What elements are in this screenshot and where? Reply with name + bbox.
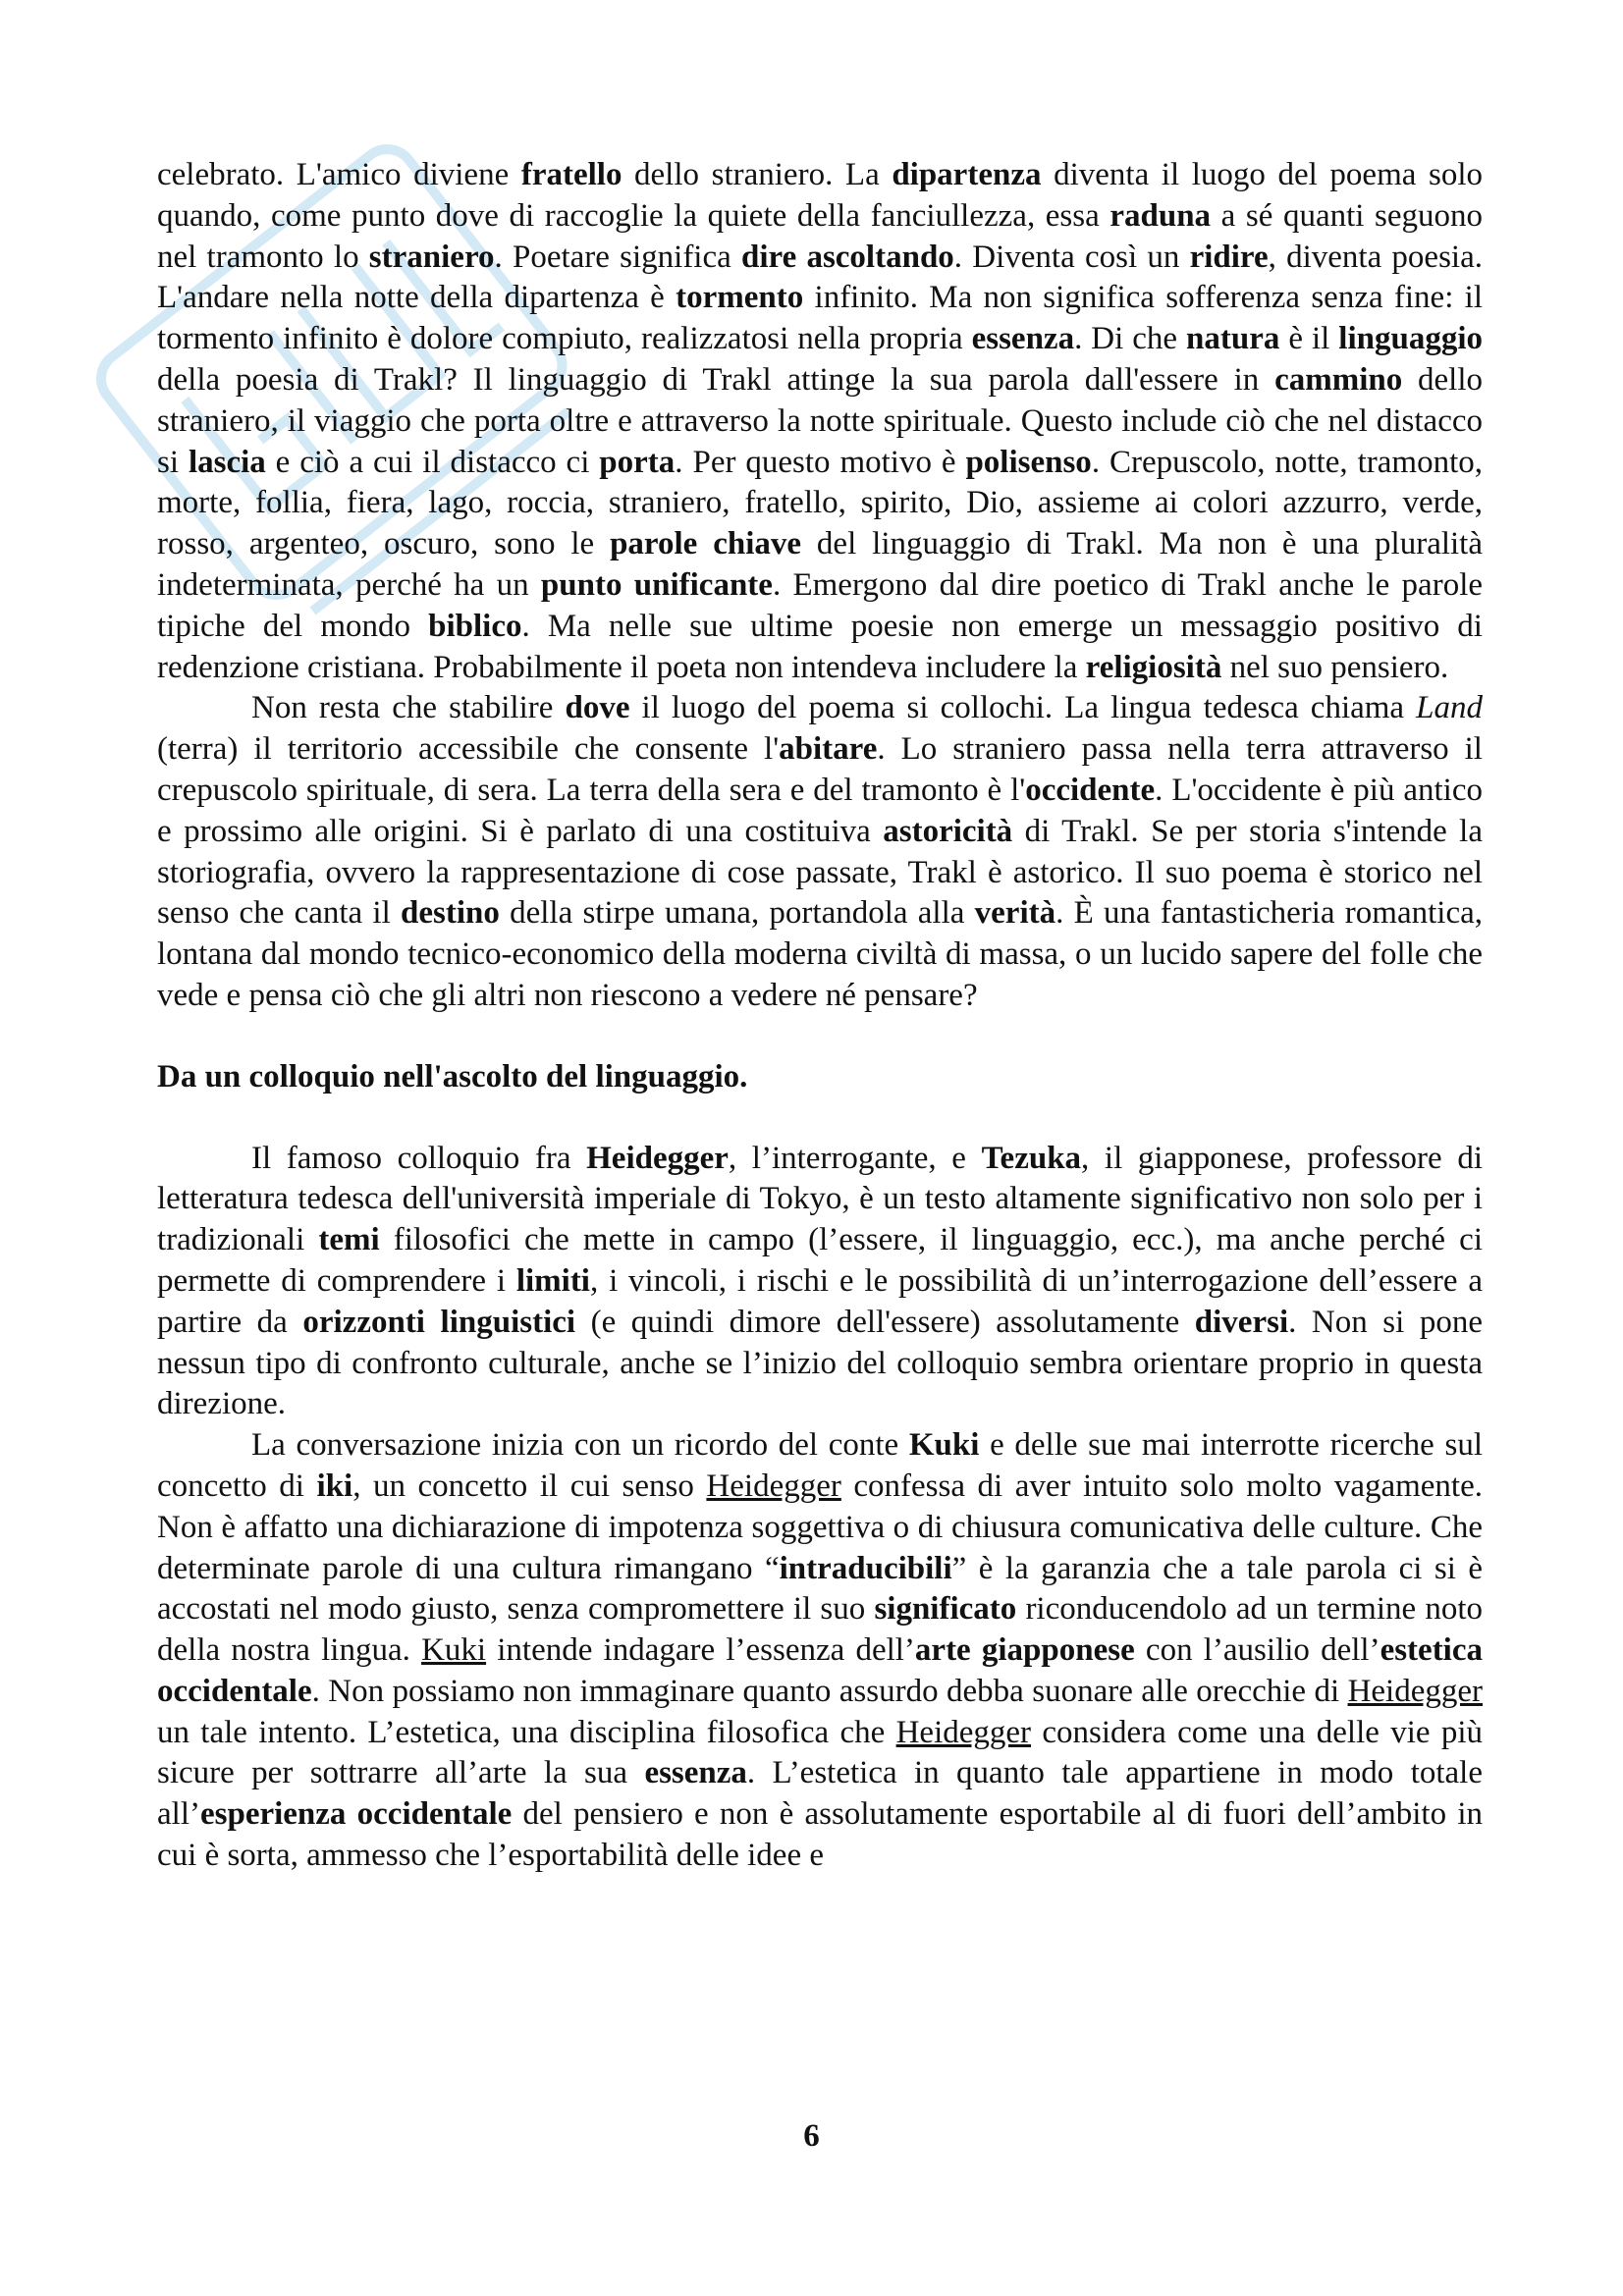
bold-term: limiti [515,1262,590,1299]
bold-term: polisenso [965,444,1092,480]
underlined-name: Heidegger [895,1714,1032,1750]
text-run: di Trakl. Se per storia s'intende la storiografia, ovvero la rappresentazione di cose passate, Trakl è astorico. Il suo poema è storico nel senso che canta il [157,813,1483,932]
text-run: . Crepuscolo, notte, tramonto, morte, follia, fiera, lago, roccia, straniero, fratello, spirito, Dio, assieme ai colori azzurro, verde, rosso, argenteo, oscuro, sono le [157,444,1483,562]
bold-term: porta [599,444,676,480]
text-run: . Diventa così un [953,239,1190,275]
text-run: . Lo straniero passa nella terra attraverso il crepuscolo spirituale, di sera. La terra della sera e del tramonto è l' [157,731,1483,808]
text-run: della poesia di Trakl? Il linguaggio di Trakl attinge la sua parola dall'essere in [157,361,1275,398]
text-run: . Per questo motivo è [675,444,966,480]
bold-term: significato [874,1591,1017,1628]
page-number: 6 [803,2118,820,2154]
paragraph [157,1425,1483,1877]
bold-term: estetica occidentale [157,1632,1483,1709]
bold-term: straniero [368,239,495,275]
text-run: . Non possiamo non immaginare quanto assurdo debba suonare alle orecchie di [311,1673,1348,1709]
bold-term: Heidegger [586,1140,729,1176]
bold-term: diversi [1194,1304,1289,1340]
text-run: del pensiero e non è assolutamente esportabile al di fuori dell’ambito in cui è sorta, ammesso che l’esportabilità delle idee e [157,1796,1483,1874]
text-run: dello straniero. La [622,157,893,192]
text-run: a sé quanti seguono nel tramonto lo [157,197,1483,275]
bold-term: iki [316,1468,353,1504]
text-run: della stirpe umana, portandola alla [499,895,975,932]
bold-term: verità [974,895,1056,932]
bold-term: dipartenza [892,157,1042,192]
text-block-after [157,1139,1483,1877]
text-run: . È una fantasticheria romantica, lontana dal mondo tecnico-economico della moderna civiltà di massa, o un lucido sapere del folle che vede e pensa ciò che gli altri non riescono a vedere né pensare? [157,895,1483,1013]
text-run: considera come una delle vie più sicure per sottrarre all’arte la sua [157,1714,1483,1791]
text-run: dello straniero, il viaggio che porta oltre e attraverso la notte spirituale. Questo include ciò che nel distacco si [157,361,1483,480]
text-run: ” è la garanzia che a tale parola ci si è accostati nel modo giusto, senza compromettere il suo [157,1550,1483,1628]
bold-term: ridire [1189,239,1269,275]
bold-term: essenza [644,1755,747,1791]
bold-term: cammino [1274,361,1403,398]
text-run: infinito. Ma non significa sofferenza senza fine: il tormento infinito è dolore compiuto, realizzatosi nella propria [157,280,1484,357]
text-run: e delle sue mai interrotte ricerche sul concetto di [157,1427,1483,1504]
text-run: La conversazione inizia con un ricordo del conte [251,1427,909,1464]
bold-term: fratello [520,157,622,192]
text-run: intende indagare l’essenza dell’ [486,1632,915,1669]
text-run: . L'occidente è più antico e prossimo alle origini. Si è parlato di una costituiva [157,772,1483,849]
text-block-before [157,155,1483,1017]
underlined-name: Kuki [421,1632,487,1669]
text-run: celebrato. L'amico diviene [157,157,521,192]
bold-term: astoricità [883,813,1013,849]
text-run: . Poetare significa [494,239,741,275]
bold-term: tormento [676,280,804,316]
text-run: filosofici che mette in campo (l’essere, il linguaggio, ecc.), ma anche perché ci permette di comprendere i [157,1222,1483,1299]
text-run: , diventa poesia. L'andare nella notte della dipartenza è [157,239,1483,316]
text-run: . Emergono dal dire poetico di Trakl anche le parole tipiche del mondo [157,566,1484,644]
text-run: (e quindi dimore dell'essere) assolutamente [575,1304,1195,1340]
bold-term: raduna [1109,197,1212,234]
bold-term: dove [565,690,630,726]
bold-term: arte giapponese [914,1632,1135,1669]
bold-term: linguaggio [1338,321,1484,357]
text-run: Non resta che stabilire [251,690,566,726]
bold-term: occidente [1025,772,1156,808]
paragraph [157,688,1483,1016]
text-run: diventa il luogo del poema solo quando, come punto dove di raccoglie la quiete della fanciullezza, essa [157,157,1483,234]
text-run: , un concetto il cui senso [352,1468,707,1504]
text-run: il luogo del poema si collochi. La lingua tedesca chiama [629,690,1417,726]
section-heading: Da un colloquio nell'ascolto del linguaggio. [157,1058,748,1095]
page-body [157,155,1483,1877]
text-run: . Ma nelle sue ultime poesie non emerge un messaggio positivo di redenzione cristiana. Probabilmente il poeta non intendeva includere la [157,608,1483,685]
bold-term: biblico [428,608,522,644]
text-run: , i vincoli, i rischi e le possibilità di un’interrogazione dell’essere a partire da [157,1262,1483,1340]
bold-term: abitare [779,731,878,768]
bold-term: essenza [971,321,1075,357]
bold-term: Tezuka [981,1140,1082,1176]
bold-term: religiosità [1085,649,1222,685]
bold-term: intraducibili [779,1550,952,1586]
bold-term: lascia [188,444,266,480]
text-run: con l’ausilio dell’ [1134,1632,1380,1669]
underlined-name: Heidegger [706,1468,841,1504]
text-run: , il giapponese, professore di letteratura tedesca dell'università imperiale di Tokyo, è un testo altamente significativo non solo per i tradizionali [157,1140,1483,1258]
bold-term: parole chiave [610,526,802,562]
text-run: riconducendolo ad un termine noto della nostra lingua. [157,1591,1483,1669]
bold-term: destino [401,895,500,932]
paragraph [157,1139,1483,1426]
underlined-name: Heidegger [1347,1673,1483,1709]
text-run: nel suo pensiero. [1221,649,1449,685]
bold-term: esperienza occidentale [199,1796,513,1833]
bold-term: temi [318,1222,380,1258]
italic-term: Land [1416,690,1484,726]
text-run: . Non si pone nessun tipo di confronto culturale, anche se l’inizio del colloquio sembra orientare proprio in questa direzione. [157,1304,1483,1422]
text-run: Il famoso colloquio fra [251,1140,587,1176]
text-run: . Di che [1074,321,1187,357]
bold-term: punto unificante [540,566,773,603]
text-run: del linguaggio di Trakl. Ma non è una pluralità indeterminata, perché ha un [157,526,1483,603]
bold-term: dire ascoltando [741,239,954,275]
text-run: , l’interrogante, e [728,1140,982,1176]
text-run: (terra) il territorio accessibile che consente l' [157,731,780,768]
text-run: confessa di aver intuito solo molto vagamente. Non è affatto una dichiarazione di impotenza soggettiva o di chiusura comunicativa delle culture. Che determinate parole di una cultura rimangano “ [157,1468,1484,1586]
bold-term: orizzonti linguistici [302,1304,576,1340]
paragraph [157,155,1483,688]
text-run: e ciò a cui il distacco ci [265,444,600,480]
bold-term: natura [1186,321,1280,357]
text-run: un tale intento. L’estetica, una disciplina filosofica che [157,1714,896,1750]
text-run: . L’estetica in quanto tale appartiene in modo totale all’ [157,1755,1483,1833]
text-run: è il [1279,321,1339,357]
bold-term: Kuki [908,1427,980,1464]
